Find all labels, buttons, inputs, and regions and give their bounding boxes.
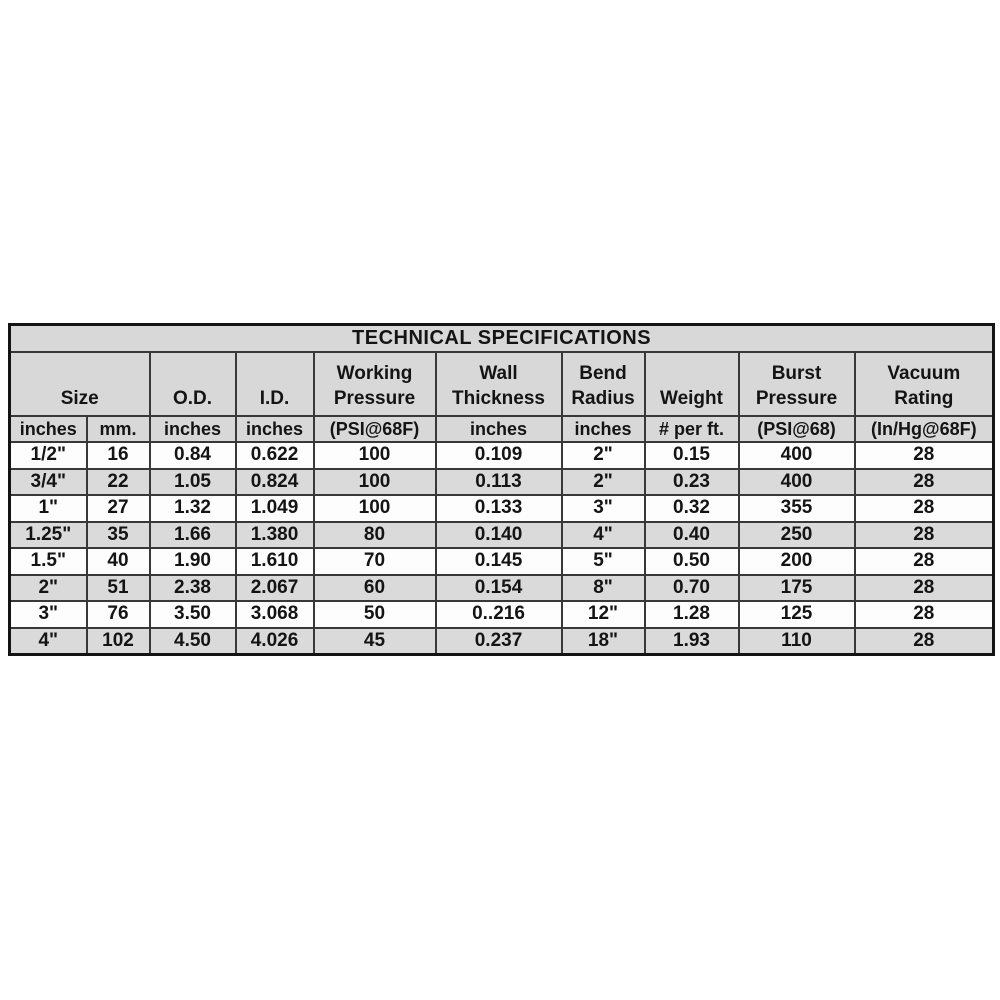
table-cell-r1-c8: 400 (739, 469, 855, 496)
table-row-1 (10, 469, 994, 496)
table-cell-r1-c5: 0.113 (436, 469, 562, 496)
column-header-working-pressure: Working Pressure (314, 352, 436, 416)
table-cell-r2-c2: 1.32 (150, 495, 236, 522)
table-cell-r7-c5: 0.237 (436, 628, 562, 655)
table-cell-r2-c5: 0.133 (436, 495, 562, 522)
units-row (10, 416, 994, 442)
column-header-size: Size (10, 352, 150, 416)
table-cell-r6-c7: 1.28 (645, 601, 739, 628)
table-cell-r6-c3: 3.068 (236, 601, 314, 628)
unit-header-9: (In/Hg@68F) (855, 416, 994, 442)
table-cell-r6-c1: 76 (87, 601, 150, 628)
table-cell-r1-c7: 0.23 (645, 469, 739, 496)
table-cell-r2-c6: 3" (562, 495, 645, 522)
column-header-burst-pressure: Burst Pressure (739, 352, 855, 416)
table-cell-r4-c0: 1.5" (10, 548, 87, 575)
table-cell-r1-c3: 0.824 (236, 469, 314, 496)
table-cell-r7-c4: 45 (314, 628, 436, 655)
table-cell-r3-c1: 35 (87, 522, 150, 549)
table-cell-r0-c0: 1/2" (10, 442, 87, 469)
table-cell-r3-c0: 1.25" (10, 522, 87, 549)
table-cell-r2-c9: 28 (855, 495, 994, 522)
table-cell-r0-c3: 0.622 (236, 442, 314, 469)
table-cell-r1-c4: 100 (314, 469, 436, 496)
table-cell-r5-c1: 51 (87, 575, 150, 602)
table-cell-r6-c5: 0..216 (436, 601, 562, 628)
table-cell-r3-c8: 250 (739, 522, 855, 549)
table-cell-r0-c5: 0.109 (436, 442, 562, 469)
unit-header-3: inches (236, 416, 314, 442)
table-cell-r3-c9: 28 (855, 522, 994, 549)
column-group-row (10, 352, 994, 416)
unit-header-2: inches (150, 416, 236, 442)
table-cell-r7-c7: 1.93 (645, 628, 739, 655)
table-cell-r0-c9: 28 (855, 442, 994, 469)
unit-header-8: (PSI@68) (739, 416, 855, 442)
table-cell-r2-c7: 0.32 (645, 495, 739, 522)
table-cell-r1-c6: 2" (562, 469, 645, 496)
table-cell-r0-c7: 0.15 (645, 442, 739, 469)
table-row-2 (10, 495, 994, 522)
unit-header-0: inches (10, 416, 87, 442)
column-header-od: O.D. (150, 352, 236, 416)
table-cell-r6-c8: 125 (739, 601, 855, 628)
table-row-0 (10, 442, 994, 469)
table-cell-r5-c7: 0.70 (645, 575, 739, 602)
table-header (10, 325, 994, 443)
unit-header-6: inches (562, 416, 645, 442)
title-row (10, 325, 994, 353)
table-cell-r4-c2: 1.90 (150, 548, 236, 575)
table-cell-r3-c7: 0.40 (645, 522, 739, 549)
table-cell-r3-c5: 0.140 (436, 522, 562, 549)
column-header-wall-thickness: Wall Thickness (436, 352, 562, 416)
table-cell-r3-c4: 80 (314, 522, 436, 549)
table-row-5 (10, 575, 994, 602)
table-cell-r4-c7: 0.50 (645, 548, 739, 575)
table-cell-r1-c2: 1.05 (150, 469, 236, 496)
column-header-vacuum-rating: Vacuum Rating (855, 352, 994, 416)
table-cell-r7-c1: 102 (87, 628, 150, 655)
table-cell-r7-c6: 18" (562, 628, 645, 655)
table-cell-r6-c2: 3.50 (150, 601, 236, 628)
table-cell-r5-c4: 60 (314, 575, 436, 602)
table-cell-r1-c0: 3/4" (10, 469, 87, 496)
table-cell-r6-c9: 28 (855, 601, 994, 628)
table-cell-r1-c1: 22 (87, 469, 150, 496)
table-cell-r5-c2: 2.38 (150, 575, 236, 602)
table-cell-r0-c4: 100 (314, 442, 436, 469)
table-row-3 (10, 522, 994, 549)
table-cell-r3-c6: 4" (562, 522, 645, 549)
table-cell-r5-c3: 2.067 (236, 575, 314, 602)
table-cell-r4-c6: 5" (562, 548, 645, 575)
table-cell-r2-c3: 1.049 (236, 495, 314, 522)
table-cell-r0-c8: 400 (739, 442, 855, 469)
table-cell-r7-c9: 28 (855, 628, 994, 655)
table-cell-r5-c5: 0.154 (436, 575, 562, 602)
table-cell-r2-c0: 1" (10, 495, 87, 522)
table-cell-r7-c8: 110 (739, 628, 855, 655)
table-cell-r0-c2: 0.84 (150, 442, 236, 469)
table-cell-r5-c0: 2" (10, 575, 87, 602)
table-cell-r5-c6: 8" (562, 575, 645, 602)
table-cell-r6-c4: 50 (314, 601, 436, 628)
table-cell-r1-c9: 28 (855, 469, 994, 496)
table-body (10, 442, 994, 655)
table-cell-r7-c2: 4.50 (150, 628, 236, 655)
unit-header-4: (PSI@68F) (314, 416, 436, 442)
table-cell-r4-c4: 70 (314, 548, 436, 575)
table-cell-r5-c9: 28 (855, 575, 994, 602)
table-cell-r4-c5: 0.145 (436, 548, 562, 575)
table-cell-r2-c4: 100 (314, 495, 436, 522)
table-cell-r7-c3: 4.026 (236, 628, 314, 655)
unit-header-7: # per ft. (645, 416, 739, 442)
table-cell-r6-c6: 12" (562, 601, 645, 628)
unit-header-5: inches (436, 416, 562, 442)
technical-specifications-table (8, 323, 995, 656)
table-cell-r7-c0: 4" (10, 628, 87, 655)
table-cell-r4-c3: 1.610 (236, 548, 314, 575)
table-cell-r5-c8: 175 (739, 575, 855, 602)
unit-header-1: mm. (87, 416, 150, 442)
table-cell-r4-c8: 200 (739, 548, 855, 575)
column-header-bend-radius: Bend Radius (562, 352, 645, 416)
table-row-4 (10, 548, 994, 575)
table-cell-r2-c1: 27 (87, 495, 150, 522)
table-cell-r3-c3: 1.380 (236, 522, 314, 549)
column-header-weight: Weight (645, 352, 739, 416)
table-cell-r0-c6: 2" (562, 442, 645, 469)
table-cell-r4-c9: 28 (855, 548, 994, 575)
table-title: TECHNICAL SPECIFICATIONS (10, 325, 994, 353)
table-cell-r4-c1: 40 (87, 548, 150, 575)
column-header-id: I.D. (236, 352, 314, 416)
table-row-6 (10, 601, 994, 628)
table-cell-r0-c1: 16 (87, 442, 150, 469)
table-cell-r3-c2: 1.66 (150, 522, 236, 549)
table-cell-r2-c8: 355 (739, 495, 855, 522)
table-row-7 (10, 628, 994, 655)
table-cell-r6-c0: 3" (10, 601, 87, 628)
